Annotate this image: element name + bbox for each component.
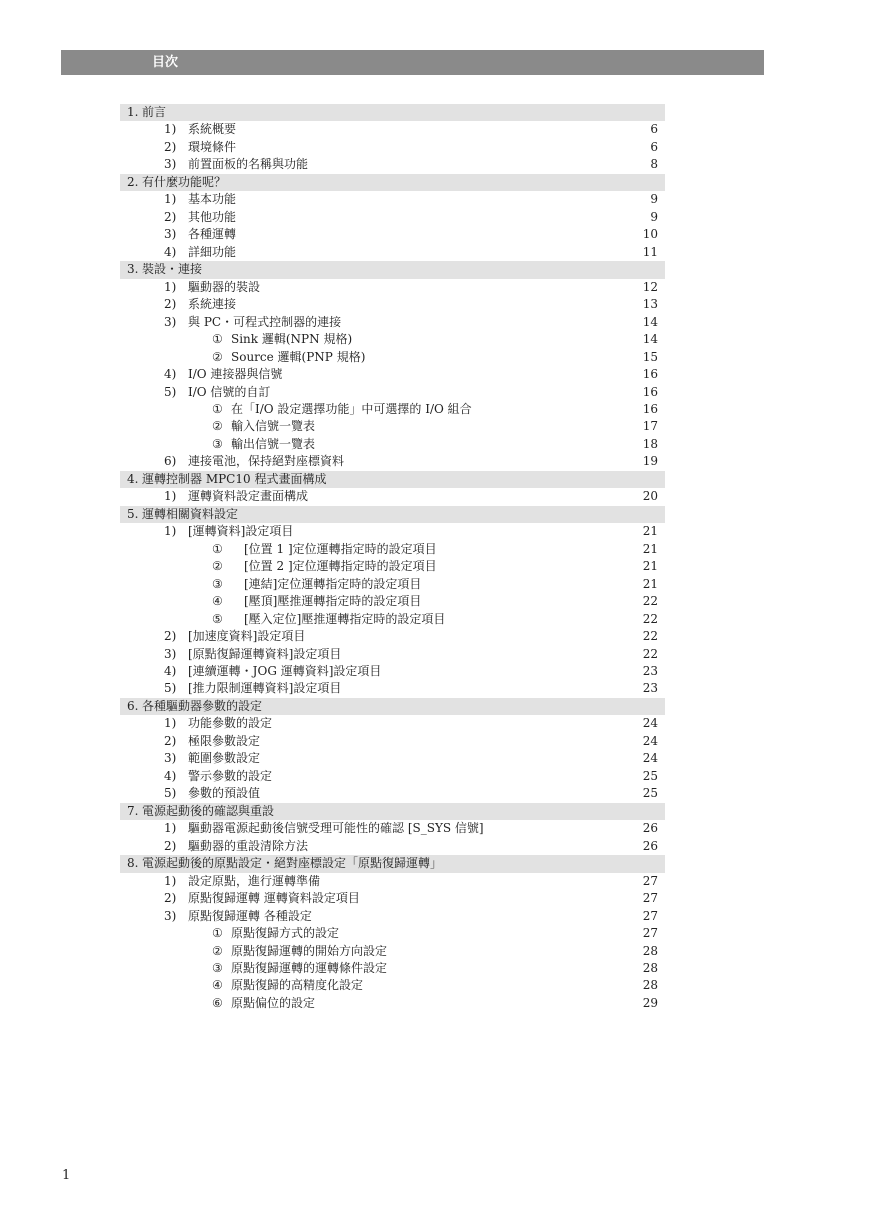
toc-entry-number: 1) — [164, 716, 177, 731]
toc-entry-number: ④ — [212, 594, 223, 609]
toc-entry-title: 運轉控制器 MPC10 程式畫面構成 — [142, 471, 327, 486]
toc-entry-number: ① — [212, 401, 223, 416]
toc-entry-number: ② — [212, 559, 223, 574]
toc-entry-row — [120, 977, 665, 994]
toc-entry-number: 3) — [164, 314, 177, 329]
toc-entry-row — [120, 960, 665, 977]
toc-entry-number: 3) — [164, 157, 177, 172]
toc-entry-number: ② — [212, 943, 223, 958]
toc-entry-row — [120, 436, 665, 453]
toc-entry-row — [120, 226, 665, 243]
toc-entry-title: 與 PC・可程式控制器的連接 — [188, 314, 342, 329]
toc-entry-number: 2) — [164, 733, 177, 748]
toc-entry-title: 各種運轉 — [188, 227, 237, 242]
toc-entry-title: [壓入定位]壓推運轉指定時的設定項目 — [244, 611, 446, 626]
toc-entry-number: 6. — [127, 698, 139, 713]
toc-entry-number: 1) — [164, 489, 177, 504]
page-title: 目次 — [152, 55, 179, 70]
toc-entry-number: 1) — [164, 122, 177, 137]
toc-entry-row — [120, 995, 665, 1012]
toc-entry-title: [壓頂]壓推運轉指定時的設定項目 — [244, 594, 422, 609]
toc-entry-number: ⑥ — [212, 995, 223, 1010]
page-number: 1 — [62, 1168, 71, 1183]
toc-entry-number: 3) — [164, 751, 177, 766]
toc-entry-number: 6) — [164, 454, 177, 469]
toc-entry-page: 9 — [650, 209, 658, 224]
toc-entry-title: 輸出信號一覽表 — [231, 436, 316, 451]
toc-entry-page: 21 — [642, 559, 658, 574]
toc-section-row — [120, 803, 665, 820]
toc-entry-title: 原點復歸運轉 各種設定 — [188, 908, 312, 923]
toc-entry-page: 11 — [642, 244, 658, 259]
toc-entry-number: 1) — [164, 279, 177, 294]
toc-entry-page: 14 — [642, 332, 658, 347]
toc-entry-page: 6 — [650, 139, 658, 154]
toc-entry-title: 其他功能 — [188, 209, 237, 224]
toc-entry-title: 極限參數設定 — [188, 733, 261, 748]
toc-entry-row — [120, 191, 665, 208]
toc-entry-page: 19 — [642, 454, 658, 469]
toc-entry-number: 2) — [164, 297, 177, 312]
toc-entry-row — [120, 121, 665, 138]
toc-entry-title: 驅動器的裝設 — [188, 279, 261, 294]
toc-entry-title: 詳細功能 — [188, 244, 237, 259]
toc-entry-row — [120, 663, 665, 680]
toc-entry-title: 裝設・連接 — [142, 262, 203, 277]
toc-section-row — [120, 855, 665, 872]
toc-entry-number: ③ — [212, 960, 223, 975]
toc-entry-number: 3) — [164, 646, 177, 661]
toc-entry-row — [120, 733, 665, 750]
toc-entry-page: 14 — [642, 314, 658, 329]
toc-entry-title: 原點復歸運轉的開始方向設定 — [231, 943, 388, 958]
toc-entry-number: 4) — [164, 244, 177, 259]
toc-entry-number: 4) — [164, 768, 177, 783]
toc-entry-row — [120, 279, 665, 296]
toc-entry-title: Source 邏輯(PNP 規格) — [231, 349, 366, 364]
toc-entry-page: 16 — [642, 384, 658, 399]
toc-entry-title: [位置 1 ]定位運轉指定時的設定項目 — [244, 541, 437, 556]
toc-entry-page: 25 — [642, 768, 658, 783]
toc-entry-row — [120, 628, 665, 645]
toc-entry-title: 範圍參數設定 — [188, 751, 261, 766]
toc-entry-title: [位置 2 ]定位運轉指定時的設定項目 — [244, 559, 437, 574]
toc-entry-page: 6 — [650, 122, 658, 137]
toc-entry-page: 21 — [642, 541, 658, 556]
toc-entry-title: 功能參數的設定 — [188, 716, 273, 731]
toc-entry-number: ② — [212, 419, 223, 434]
toc-entry-row — [120, 156, 665, 173]
toc-entry-title: 電源起動後的原點設定・絕對座標設定「原點復歸運轉」 — [142, 856, 443, 871]
toc-entry-number: 5) — [164, 786, 177, 801]
toc-entry-title: [連結]定位運轉指定時的設定項目 — [244, 576, 422, 591]
toc-entry-page: 22 — [642, 594, 658, 609]
toc-entry-row — [120, 401, 665, 418]
toc-entry-title: 有什麼功能呢？ — [142, 174, 227, 189]
toc-entry-number: 2) — [164, 838, 177, 853]
toc-entry-title: [連續運轉・JOG 運轉資料]設定項目 — [188, 664, 382, 678]
toc-entry-title: 連接電池，保持絕對座標資料 — [188, 454, 345, 469]
toc-entry-title: 原點復歸方式的設定 — [231, 926, 340, 941]
toc-entry-page: 22 — [642, 629, 658, 644]
toc-section-row — [120, 261, 665, 278]
toc-entry-row — [120, 785, 665, 802]
toc-entry-number: 1. — [127, 105, 139, 119]
toc-entry-row — [120, 523, 665, 540]
toc-entry-row — [120, 715, 665, 732]
toc-entry-title: 驅動器電源起動後信號受理可能性的確認 [S_SYS 信號] — [188, 821, 484, 836]
toc-entry-row — [120, 384, 665, 401]
toc-entry-row — [120, 646, 665, 663]
toc-entry-page: 26 — [642, 821, 658, 836]
toc-entry-number: 2) — [164, 629, 177, 644]
toc-entry-page: 28 — [642, 978, 658, 993]
toc-entry-number: ② — [212, 349, 223, 364]
toc-entry-page: 27 — [642, 873, 658, 888]
toc-entry-number: 1) — [164, 192, 177, 207]
toc-entry-row — [120, 768, 665, 785]
toc-entry-row — [120, 680, 665, 697]
toc-entry-page: 28 — [642, 960, 658, 975]
toc-entry-title: 環境條件 — [188, 139, 237, 154]
toc-entry-page: 24 — [642, 716, 658, 731]
toc-entry-row — [120, 488, 665, 505]
toc-entry-row — [120, 838, 665, 855]
toc-entry-row — [120, 943, 665, 960]
toc-entry-page: 27 — [642, 891, 658, 906]
header-bar — [61, 50, 764, 75]
toc-entry-page: 28 — [642, 943, 658, 958]
toc-entry-page: 22 — [642, 611, 658, 626]
toc-entry-title: 運轉資料設定畫面構成 — [188, 489, 309, 504]
toc-entry-number: 2) — [164, 891, 177, 906]
toc-entry-number: 1) — [164, 821, 177, 836]
toc-entry-row — [120, 593, 665, 610]
toc-entry-number: ⑤ — [212, 611, 223, 626]
toc-entry-number: 3) — [164, 227, 177, 242]
toc-entry-number: 1) — [164, 873, 177, 888]
toc-entry-page: 29 — [642, 995, 658, 1010]
toc-entry-page: 26 — [642, 838, 658, 853]
toc-entry-page: 23 — [642, 681, 658, 696]
toc-entry-title: 原點復歸運轉 運轉資料設定項目 — [188, 891, 360, 906]
toc-entry-title: [運轉資料]設定項目 — [188, 524, 294, 539]
toc-entry-row — [120, 908, 665, 925]
toc-entry-title: [推力限制運轉資料]設定項目 — [188, 681, 342, 696]
toc-entry-page: 15 — [642, 349, 658, 364]
toc-entry-number: 3) — [164, 908, 177, 923]
toc-entry-page: 12 — [642, 279, 658, 294]
toc-entry-number: 5) — [164, 384, 177, 399]
toc-entry-page: 21 — [642, 524, 658, 539]
toc-entry-page: 22 — [642, 646, 658, 661]
toc-entry-row — [120, 890, 665, 907]
toc-entry-number: 3. — [127, 262, 139, 277]
toc-entry-title: 參數的預設值 — [188, 786, 261, 801]
toc-entry-row — [120, 296, 665, 313]
toc-entry-row — [120, 611, 665, 628]
toc-entry-page: 9 — [650, 192, 658, 207]
toc-entry-title: 原點復歸的高精度化設定 — [231, 978, 364, 993]
toc-entry-row — [120, 349, 665, 366]
toc-entry-row — [120, 541, 665, 558]
toc-entry-row — [120, 139, 665, 156]
toc-entry-number: 4) — [164, 664, 177, 678]
toc-entry-page: 27 — [642, 926, 658, 941]
toc-entry-page: 25 — [642, 786, 658, 801]
toc-entry-row — [120, 209, 665, 226]
toc-section-row — [120, 471, 665, 488]
toc-entry-title: 原點復歸運轉的運轉條件設定 — [231, 960, 388, 975]
toc-entry-number: ③ — [212, 436, 223, 451]
toc-section-row — [120, 104, 665, 121]
toc-entry-row — [120, 576, 665, 593]
toc-entry-title: I/O 連接器與信號 — [188, 367, 283, 382]
toc-entry-row — [120, 418, 665, 435]
toc-entry-title: [原點復歸運轉資料]設定項目 — [188, 646, 342, 661]
toc-entry-title: 前言 — [142, 105, 167, 119]
toc-entry-row — [120, 925, 665, 942]
toc-entry-page: 18 — [642, 436, 658, 451]
toc-entry-number: ① — [212, 541, 223, 556]
toc-entry-number: 4. — [127, 471, 139, 486]
toc-entry-number: ④ — [212, 978, 223, 993]
toc-entry-title: 前置面板的名稱與功能 — [188, 157, 309, 172]
toc-entry-number: 7. — [127, 803, 139, 818]
toc-entry-title: 系統連接 — [188, 297, 237, 312]
toc-entry-title: Sink 邏輯(NPN 規格) — [231, 332, 353, 347]
toc-entry-row — [120, 453, 665, 470]
toc-entry-title: 驅動器的重設清除方法 — [188, 838, 309, 853]
toc-entry-title: 輸入信號一覽表 — [231, 419, 316, 434]
toc-entry-number: 2. — [127, 174, 139, 189]
toc-entry-number: ① — [212, 332, 223, 347]
toc-entry-title: 警示參數的設定 — [188, 768, 273, 783]
toc-entry-title: 基本功能 — [188, 192, 237, 207]
toc-entry-title: 在「I/O 設定選擇功能」中可選擇的 I/O 組合 — [231, 401, 472, 416]
toc-entry-page: 21 — [642, 576, 658, 591]
toc-entry-row — [120, 750, 665, 767]
toc-entry-page: 27 — [642, 908, 658, 923]
toc-entry-title: I/O 信號的自訂 — [188, 384, 271, 399]
toc-entry-page: 24 — [642, 751, 658, 766]
table-of-contents — [120, 104, 665, 1012]
toc-entry-number: 1) — [164, 524, 177, 539]
toc-entry-row — [120, 873, 665, 890]
toc-entry-page: 10 — [642, 227, 658, 242]
toc-entry-page: 20 — [642, 489, 658, 504]
toc-entry-page: 17 — [642, 419, 658, 434]
toc-entry-title: 系統概要 — [188, 122, 237, 137]
toc-entry-page: 8 — [650, 157, 658, 172]
toc-entry-number: 2) — [164, 139, 177, 154]
toc-section-row — [120, 698, 665, 715]
toc-entry-row — [120, 331, 665, 348]
toc-entry-number: 2) — [164, 209, 177, 224]
toc-entry-title: 原點偏位的設定 — [231, 995, 316, 1010]
toc-entry-row — [120, 314, 665, 331]
toc-section-row — [120, 174, 665, 191]
toc-entry-row — [120, 366, 665, 383]
toc-entry-page: 16 — [642, 401, 658, 416]
toc-entry-number: ③ — [212, 576, 223, 591]
toc-entry-row — [120, 244, 665, 261]
toc-entry-number: 4) — [164, 367, 177, 382]
toc-entry-title: 設定原點，進行運轉準備 — [188, 873, 321, 888]
toc-entry-number: 5. — [127, 506, 139, 521]
toc-entry-page: 13 — [642, 297, 658, 312]
toc-entry-page: 24 — [642, 733, 658, 748]
toc-entry-title: 電源起動後的確認與重設 — [142, 803, 275, 818]
toc-entry-row — [120, 820, 665, 837]
toc-entry-number: ① — [212, 926, 223, 941]
toc-entry-page: 23 — [642, 664, 658, 678]
toc-section-row — [120, 506, 665, 523]
toc-entry-row — [120, 558, 665, 575]
toc-entry-number: 8. — [127, 856, 139, 871]
toc-entry-title: [加速度資料]設定項目 — [188, 629, 306, 644]
toc-entry-number: 5) — [164, 681, 177, 696]
toc-entry-title: 運轉相關資料設定 — [142, 506, 239, 521]
toc-entry-page: 16 — [642, 367, 658, 382]
toc-entry-title: 各種驅動器參數的設定 — [142, 698, 263, 713]
